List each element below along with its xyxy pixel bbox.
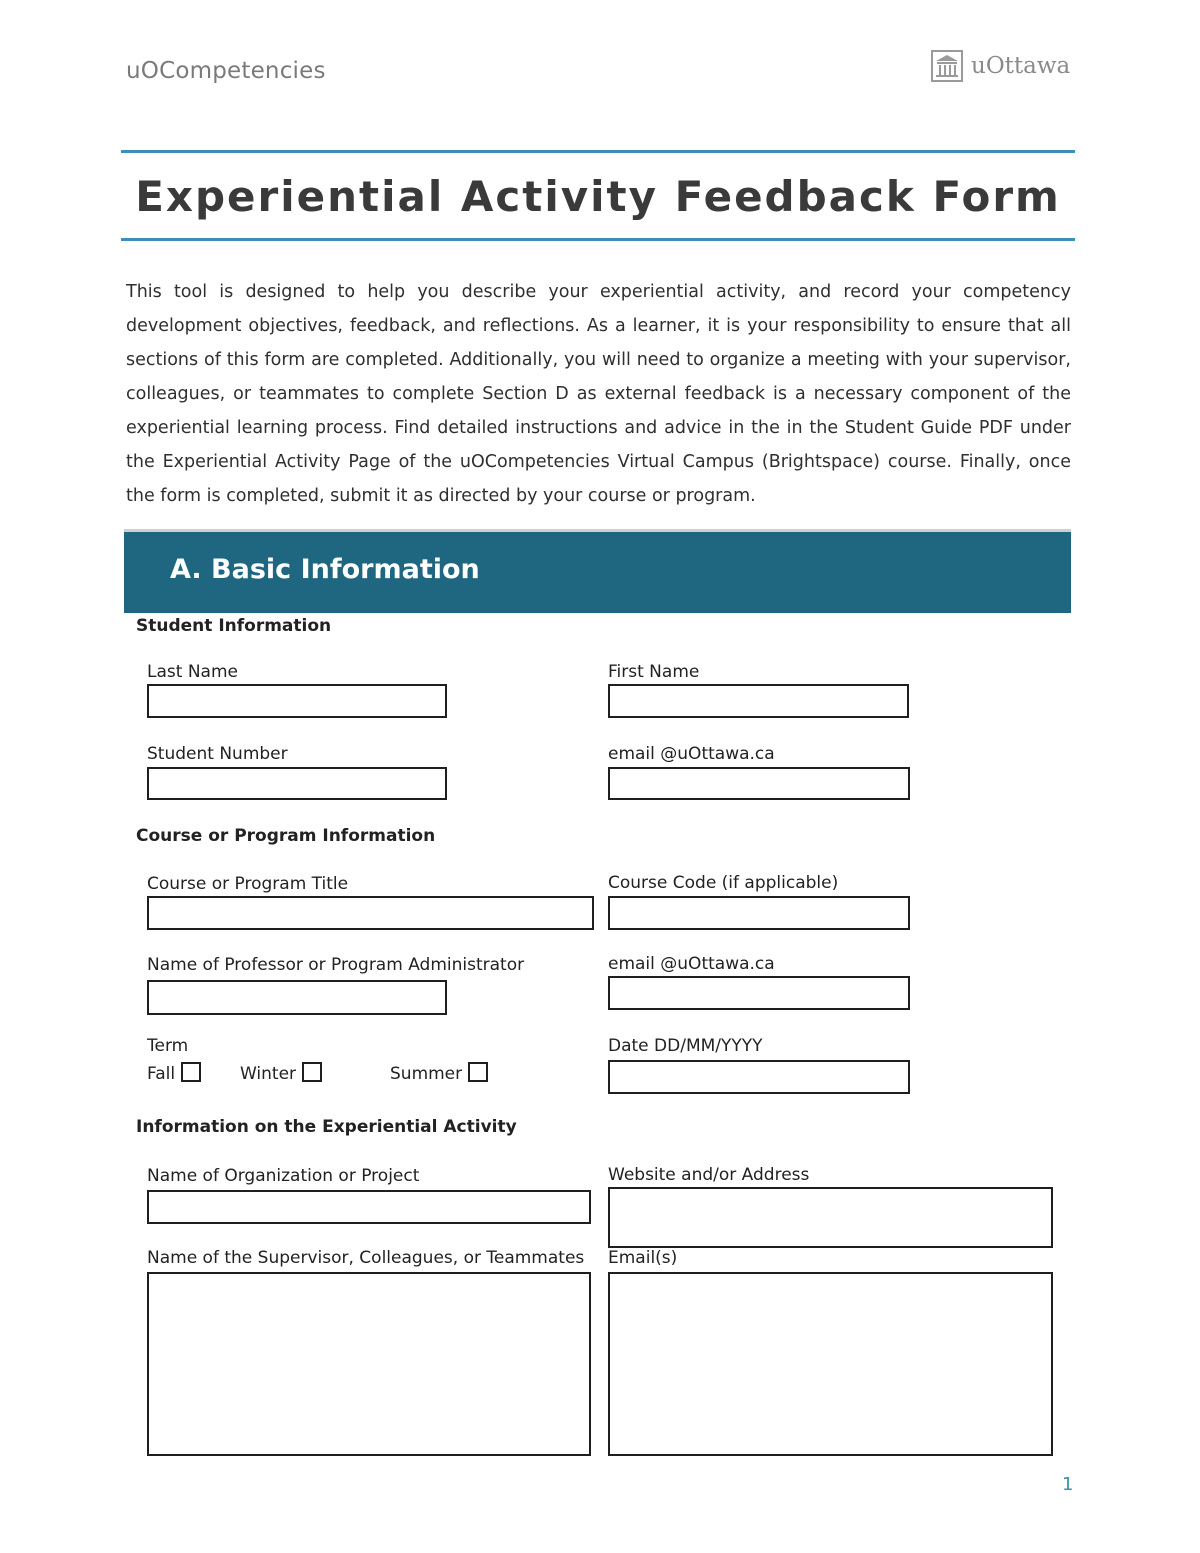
term-summer-checkbox[interactable] (468, 1062, 488, 1082)
professor-name-field[interactable] (147, 980, 447, 1015)
student-info-heading: Student Information (136, 616, 332, 636)
professor-email-label: email @uOttawa.ca (608, 954, 775, 974)
supervisor-names-field[interactable] (147, 1272, 591, 1456)
intro-paragraph: This tool is designed to help you describe your experiential activity, and record your competency development objectives, feedback, and reflections. As a learner, it is your responsibility to ensure that all sections of this form are completed. Additionally, you will need to organize a meeting with your supervisor, colleagues, or teammates to complete Section D as external feedback is a necessary component of the experiential learning process. Find detailed instructions and advice in the in the Student Guide PDF under the Experiential Activity Page of the uOCompetencies Virtual Campus (Brightspace) course. Finally, once the form is completed, submit it as directed by your course or program. (126, 282, 1071, 506)
activity-info-heading: Information on the Experiential Activity (136, 1117, 517, 1137)
org-name-label: Name of Organization or Project (147, 1166, 420, 1186)
student-email-label: email @uOttawa.ca (608, 744, 775, 764)
brand-header: uOCompetencies (126, 58, 326, 84)
course-code-label: Course Code (if applicable) (608, 873, 839, 893)
term-fall-checkbox[interactable] (181, 1062, 201, 1082)
term-summer-option[interactable] (390, 1064, 488, 1084)
course-title-field[interactable] (147, 896, 594, 930)
building-icon (931, 50, 963, 82)
term-summer-label: Summer (390, 1064, 463, 1084)
term-fall-option[interactable] (147, 1064, 201, 1084)
org-name-field[interactable] (147, 1190, 591, 1224)
website-field[interactable] (608, 1187, 1053, 1248)
website-label: Website and/or Address (608, 1165, 810, 1185)
professor-email-field[interactable] (608, 976, 910, 1010)
student-number-label: Student Number (147, 744, 288, 764)
logo-text: uOttawa (971, 53, 1071, 79)
student-email-field[interactable] (608, 767, 910, 800)
term-fall-label: Fall (147, 1064, 176, 1084)
date-field[interactable] (608, 1060, 910, 1094)
student-number-field[interactable] (147, 767, 447, 800)
page-title: Experiential Activity Feedback Form (135, 172, 1061, 221)
title-rule-top (121, 150, 1075, 153)
first-name-field[interactable] (608, 684, 909, 718)
term-winter-label: Winter (240, 1064, 297, 1084)
last-name-field[interactable] (147, 684, 447, 718)
title-rule-bottom (121, 238, 1075, 241)
course-info-heading: Course or Program Information (136, 826, 436, 846)
emails-field[interactable] (608, 1272, 1053, 1456)
first-name-label: First Name (608, 662, 700, 682)
uottawa-logo (931, 50, 1070, 82)
term-winter-checkbox[interactable] (302, 1062, 322, 1082)
term-label: Term (147, 1036, 189, 1056)
course-title-label: Course or Program Title (147, 874, 349, 894)
course-code-field[interactable] (608, 896, 910, 930)
emails-label: Email(s) (608, 1248, 678, 1268)
date-label: Date DD/MM/YYYY (608, 1036, 763, 1056)
section-a-header (124, 529, 1071, 613)
supervisor-names-label: Name of the Supervisor, Colleagues, or Teammates (147, 1248, 585, 1268)
page-number: 1 (1062, 1474, 1074, 1495)
term-winter-option[interactable] (240, 1064, 322, 1084)
last-name-label: Last Name (147, 662, 238, 682)
section-a-title: A. Basic Information (170, 554, 480, 585)
professor-name-label: Name of Professor or Program Administrator (147, 955, 525, 975)
